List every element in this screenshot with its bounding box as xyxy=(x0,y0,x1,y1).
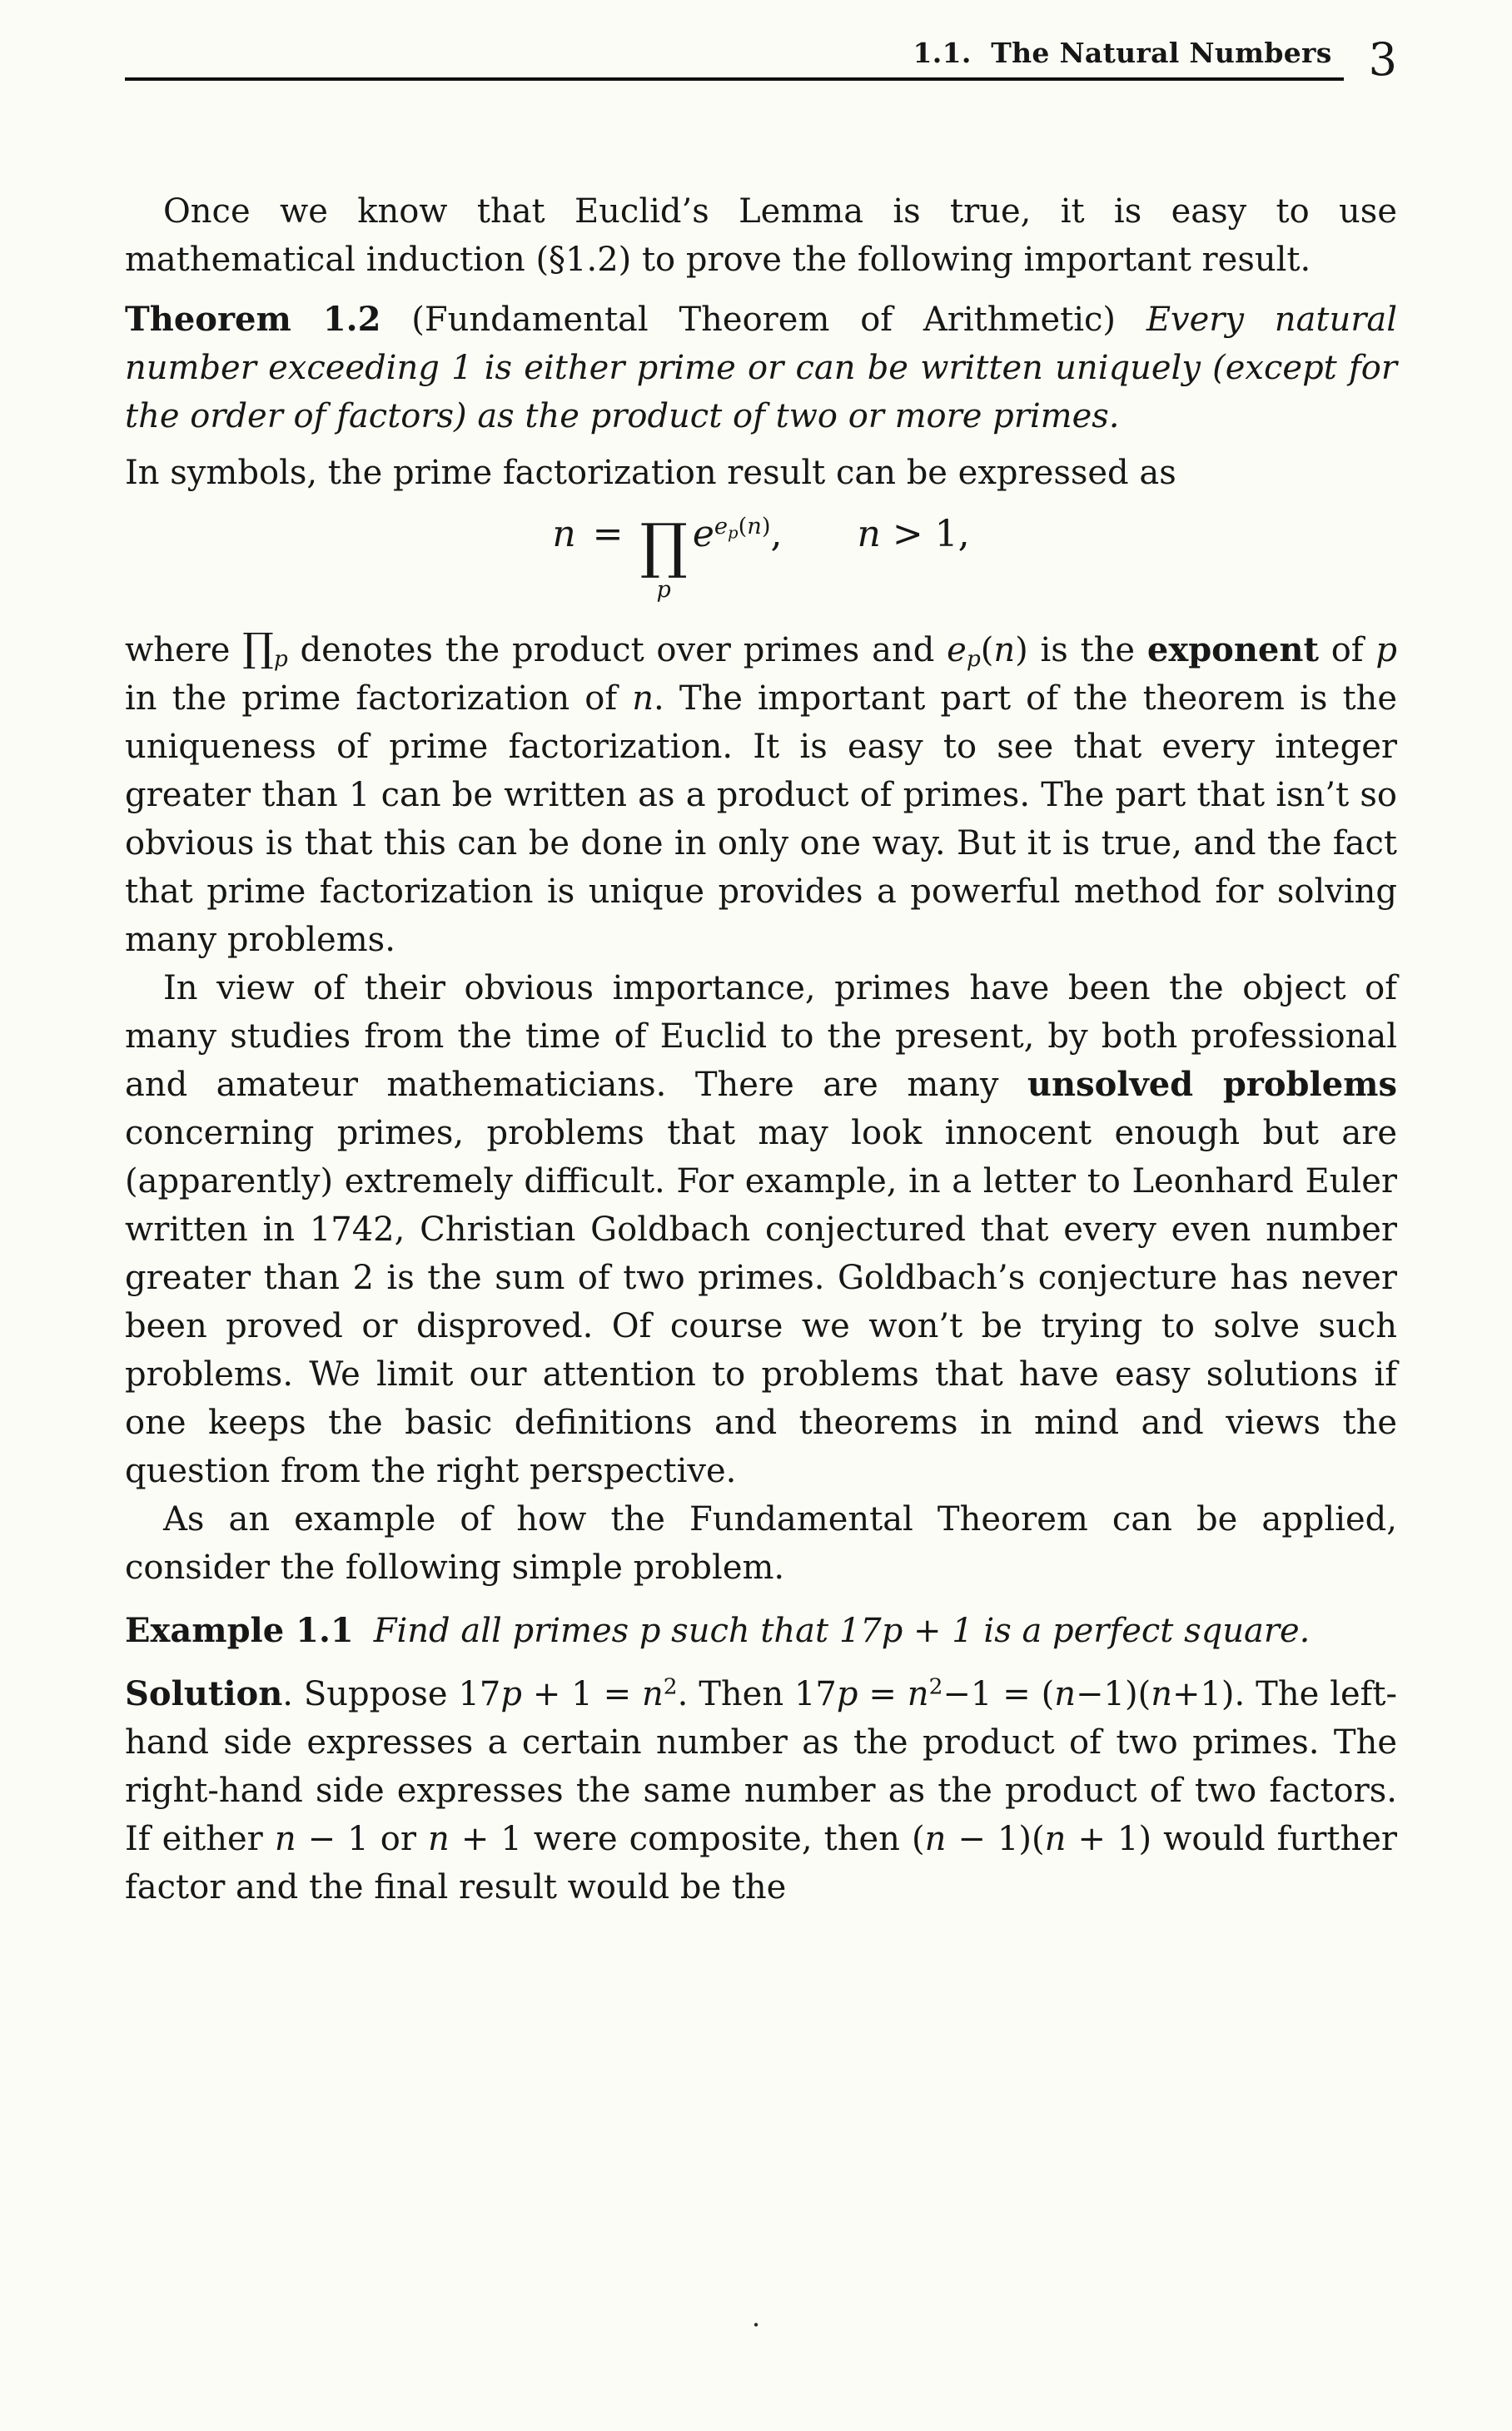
running-head: 1.1. The Natural Numbers xyxy=(913,37,1332,69)
exponent-lparen: ( xyxy=(738,513,748,539)
page-header xyxy=(125,32,1397,86)
exponent-variable: n xyxy=(747,513,762,539)
product-symbol: ∏ xyxy=(639,510,688,580)
solution-paragraph: Solution. Suppose $17p + 1 = n^2$. Then $17p = n^2-1 = (n-1)(n+1)$. The left-hand side expresses a certain number as the product of two primes. The right-hand side expresses the same number as the product of two factors. If either n − 1 or n + 1 were composite, then (n − 1)(n + 1) would further factor and the final result would be the xyxy=(125,1673,1398,1907)
running-head-rule xyxy=(125,37,1344,81)
equation-exponent xyxy=(714,513,771,543)
exponent-subscript: p xyxy=(728,523,739,543)
paragraph-intro: Once we know that Euclid’s Lemma is true, it is easy to use mathematical induction (§1.2) to prove the following important result. xyxy=(125,192,1397,279)
paragraph-in-symbols: In symbols, the prime factorization result can be expressed as xyxy=(125,454,1176,492)
product-operator xyxy=(639,510,688,603)
paragraph-example-intro: As an example of how the Fundamental Theorem can be applied, consider the following simple problem. xyxy=(125,1500,1397,1587)
condition-variable: n xyxy=(857,512,881,555)
equation-condition xyxy=(857,513,969,555)
display-equation xyxy=(125,510,1397,603)
product-index: p xyxy=(656,577,671,603)
page-number: 3 xyxy=(1368,32,1397,86)
page-body xyxy=(125,187,1397,1911)
equation-comma: , xyxy=(770,512,783,555)
exponent-base: e xyxy=(714,513,729,539)
stray-scan-mark: . xyxy=(751,2300,761,2334)
condition-rest: > 1, xyxy=(892,512,970,555)
paragraph-where: where $\prod_p$ denotes the product over primes and $e_p(n)$ is the exponent of p in the prime factorization of n. The important part of the theorem is the uniqueness of prime factorization. It is easy to see that every integer greater than 1 can be written as a product of primes. The part that isn’t so obvious is that this can be done in only one way. But it is true, and the fact that prime factorization is unique provides a powerful method for solving many problems. xyxy=(125,625,1398,959)
equals-sign: = xyxy=(592,512,624,555)
theorem-1-2: Theorem 1.2 (Fundamental Theorem of Arithmetic) Every natural number exceeding 1 is either prime or can be written uniquely (except for the order of factors) as the product of two or more primes. xyxy=(125,300,1398,435)
paragraph-unsolved-problems: In view of their obvious importance, primes have been the object of many studies from the time of Euclid to the present, by both professional and amateur mathematicians. There are many unsolved problems concerning primes, problems that may look innocent enough but are (apparently) extremely difficult. For example, in a letter to Leonhard Euler written in 1742, Christian Goldbach conjectured that every even number greater than 2 is the sum of two primes. Goldbach’s conjecture has never been proved or disproved. Of course we won’t be trying to solve such problems. We limit our attention to problems that have easy solutions if one keeps the basic definitions and theorems in mind and views the question from the right perspective. xyxy=(125,969,1397,1490)
equation-lhs: n xyxy=(552,512,576,555)
example-1-1: Example 1.1 Find all primes p such that 17p + 1 is a perfect square. xyxy=(125,1611,1311,1650)
equation-base: e xyxy=(692,512,714,555)
exponent-rparen: ) xyxy=(761,513,771,539)
